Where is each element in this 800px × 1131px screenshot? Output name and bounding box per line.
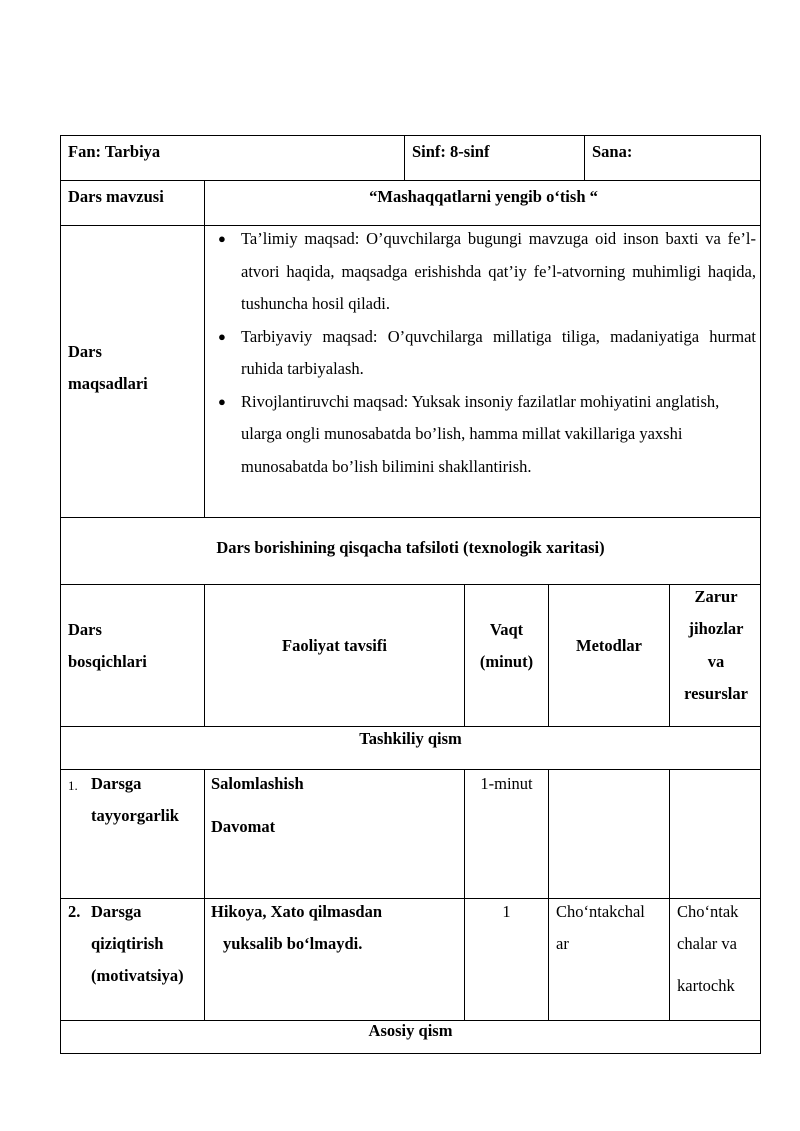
resources-cell [670, 899, 762, 1020]
bullet-icon: ● [218, 328, 226, 344]
col-resources-line2: jihozlar [688, 619, 744, 638]
methods-cell [549, 899, 670, 1020]
col-resources-line1: Zarur [694, 587, 738, 606]
col-stage-line2: bosqichlari [68, 652, 147, 671]
stage-line1: Darsga [91, 774, 142, 793]
columns-header-row [60, 584, 761, 726]
stage-line3: (motivatsiya) [91, 966, 184, 985]
activity-line2: Davomat [211, 817, 276, 836]
col-resources-line3: va [707, 652, 725, 671]
topic-title: “Mashaqqatlarni yengib o‘tish “ [369, 187, 598, 206]
section-title-row [60, 517, 761, 584]
col-time [465, 585, 549, 726]
methods-cell [549, 770, 670, 898]
bullet-icon: ● [218, 231, 226, 246]
col-methods-label: Metodlar [576, 636, 642, 655]
date-label: Sana: [592, 142, 633, 161]
methods-line2: ar [556, 934, 569, 953]
activity-line1: Hikoya, Xato qilmasdan [211, 902, 382, 921]
methods-line1: Cho‘ntakchal [556, 902, 645, 921]
goals-label-cell [61, 226, 205, 517]
goals-list-cell [205, 226, 762, 517]
time-value: 1 [502, 902, 511, 921]
activity-line1: Salomlashish [211, 774, 304, 793]
table-row [60, 769, 761, 898]
stage-cell [61, 899, 205, 1020]
col-stage-line1: Dars [68, 620, 102, 639]
goals-list [209, 223, 756, 483]
activity-line2: yuksalib bo‘lmaydi. [223, 934, 363, 953]
col-activity-label: Faoliyat tavsifi [282, 636, 387, 655]
topic-row [60, 180, 761, 225]
col-time-line1: Vaqt [489, 620, 524, 639]
section-title: Dars borishining qisqacha tafsiloti (texnologik xaritasi) [216, 538, 605, 557]
part1-title: Tashkiliy qism [359, 729, 462, 748]
resources-cell [670, 770, 762, 898]
col-time-line2: (minut) [479, 652, 534, 671]
topic-label-cell [61, 181, 205, 225]
table-row [60, 898, 761, 1020]
subject-label: Fan: Tarbiya [68, 142, 161, 161]
stage-cell [61, 770, 205, 898]
header-row [60, 135, 761, 180]
col-resources [670, 585, 762, 726]
part2-title: Asosiy qism [368, 1021, 453, 1040]
col-methods [549, 585, 670, 726]
goal-item: ● Rivojlantiruvchi maqsad: Yuksak insoniy fazilatlar mohiyatini anglatish, ularga ongli munosabatda bo’lish, hamma millat vakillariga yaxshi munosabatda bo’lish bilimini shakllantirish. [209, 386, 756, 484]
table-bottom-border [60, 1053, 761, 1054]
goal-item: ● Tarbiyaviy maqsad: O’quvchilarga millatiga tiliga, madaniyatiga hurmat ruhida tarbiyalash. [209, 321, 756, 386]
time-cell [465, 899, 549, 1020]
resources-line2: chalar va [677, 934, 737, 953]
stage-line2: qiziqtirish [91, 934, 164, 953]
goal-item: ● Ta’limiy maqsad: O’quvchilarga bugungi mavzuga oid inson baxti va fe’l-atvori haqida, maqsadga erishishda qat’iy fe’l-atvorning muhimligi haqida, tushuncha hosil qiladi. [209, 223, 756, 321]
row-number: 2. [68, 902, 81, 921]
bullet-icon: ● [218, 393, 226, 409]
col-resources-line4: resurslar [684, 684, 748, 703]
grade-cell [405, 136, 585, 180]
row-number: 1. [68, 778, 78, 793]
activity-cell [205, 899, 465, 1020]
topic-label: Dars mavzusi [68, 187, 164, 206]
time-value: 1-minut [480, 774, 533, 793]
part1-row [60, 726, 761, 769]
date-cell [585, 136, 762, 180]
part2-row [60, 1020, 761, 1053]
col-stage [61, 585, 205, 726]
stage-line1: Darsga [91, 902, 142, 921]
goals-row [60, 225, 761, 517]
grade-label: Sinf: 8-sinf [412, 142, 490, 161]
activity-cell [205, 770, 465, 898]
time-cell [465, 770, 549, 898]
subject-cell [61, 136, 405, 180]
stage-line2: tayyorgarlik [91, 806, 179, 825]
col-activity [205, 585, 465, 726]
resources-line3: kartochk [677, 976, 735, 995]
goals-label-line2: maqsadlari [68, 374, 148, 393]
goals-label-line1: Dars [68, 342, 102, 361]
topic-value-cell [205, 181, 762, 225]
resources-line1: Cho‘ntak [677, 902, 739, 921]
